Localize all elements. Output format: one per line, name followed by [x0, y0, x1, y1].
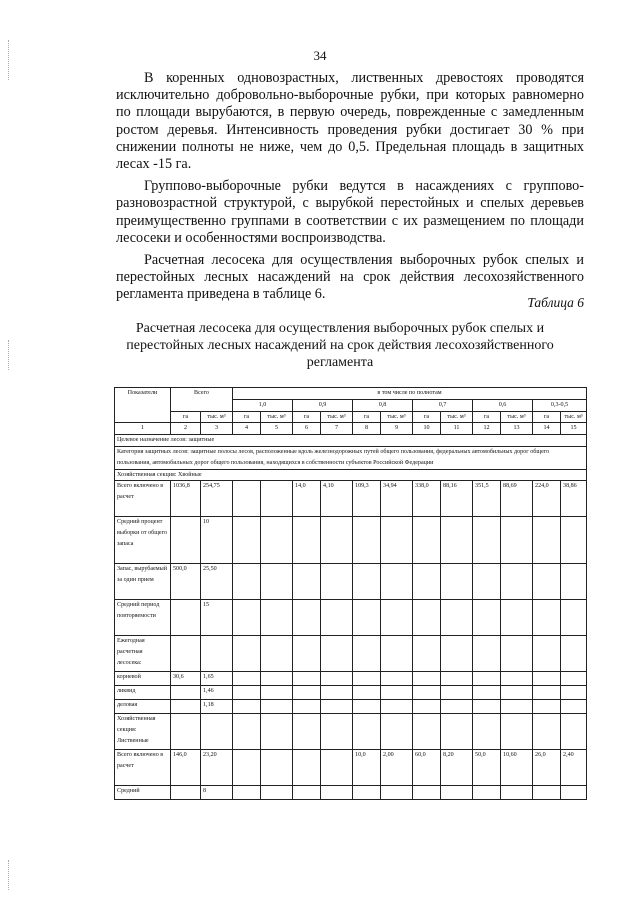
table-cell [441, 517, 473, 564]
table-cell [473, 686, 501, 700]
table-cell [473, 714, 501, 750]
table-cell [501, 786, 533, 800]
header-density: 0,3-0,5 [533, 399, 587, 411]
table-cell: 1,18 [201, 700, 233, 714]
table-cell [321, 636, 353, 672]
row-label: Ежегодная расчетная лесосека: [115, 636, 171, 672]
column-number-cell: 1 [115, 423, 171, 435]
header-including: в том числе по полнотам [233, 388, 587, 400]
table-cell [413, 786, 441, 800]
table-cell [293, 686, 321, 700]
table-row [115, 481, 587, 517]
table-cell [473, 564, 501, 600]
column-number-cell: 12 [473, 423, 501, 435]
table-cell: 10 [201, 517, 233, 564]
table-cell [473, 600, 501, 636]
table-cell: 88,69 [501, 481, 533, 517]
table-cell: 88,16 [441, 481, 473, 517]
header-total: Всего [171, 388, 233, 412]
table-cell [353, 636, 381, 672]
table-cell [501, 672, 533, 686]
table-cell [233, 672, 261, 686]
unit-vol: тыс. м³ [501, 411, 533, 423]
table-cell: 34,94 [381, 481, 413, 517]
table-cell [321, 686, 353, 700]
table-cell [353, 786, 381, 800]
table-cell [381, 672, 413, 686]
table-cell [171, 517, 201, 564]
table-row [115, 700, 587, 714]
table-cell: 1036,8 [171, 481, 201, 517]
table-cell [561, 672, 587, 686]
column-number-cell: 11 [441, 423, 473, 435]
column-number-cell: 3 [201, 423, 233, 435]
column-number-cell: 8 [353, 423, 381, 435]
table-cell [171, 636, 201, 672]
table-cell: 26,0 [533, 750, 561, 786]
row-label: Средний период повторяемости [115, 600, 171, 636]
table-cell: 146,0 [171, 750, 201, 786]
table-cell: 500,0 [171, 564, 201, 600]
table-cell [381, 564, 413, 600]
table-cell [413, 714, 441, 750]
table-cell [533, 672, 561, 686]
table-cell: 50,0 [473, 750, 501, 786]
table-cell [533, 686, 561, 700]
table-cell [233, 700, 261, 714]
table-cell [441, 786, 473, 800]
table-cell [381, 636, 413, 672]
table-cell [441, 600, 473, 636]
table-cell [501, 700, 533, 714]
table-cell [413, 517, 441, 564]
table-cell: 23,20 [201, 750, 233, 786]
table-cell [321, 750, 353, 786]
header-density: 0,7 [413, 399, 473, 411]
header-row-3 [115, 411, 587, 423]
table-cell: 14,0 [293, 481, 321, 517]
table-cell: 38,86 [561, 481, 587, 517]
table-cell: 351,5 [473, 481, 501, 517]
unit-vol: тыс. м³ [261, 411, 293, 423]
unit-vol: тыс. м³ [321, 411, 353, 423]
column-number-row [115, 423, 587, 435]
table-cell [233, 714, 261, 750]
table-row [115, 600, 587, 636]
table-cell [233, 517, 261, 564]
table-cell [293, 750, 321, 786]
section-conifer-cell: Хозяйственная секция: Хвойные [115, 469, 587, 481]
table-cell [321, 564, 353, 600]
row-label: Хозяйственная секция: Лиственные [115, 714, 171, 750]
table-cell [353, 600, 381, 636]
table-cell [321, 714, 353, 750]
table-cell [533, 700, 561, 714]
table-cell [533, 786, 561, 800]
row-label: Средний процент выборки от общего запаса [115, 517, 171, 564]
table-cell [233, 786, 261, 800]
table-cell: 4,10 [321, 481, 353, 517]
table-cell [233, 481, 261, 517]
unit-ha: га [293, 411, 321, 423]
table-cell: 338,0 [413, 481, 441, 517]
table-cell [473, 786, 501, 800]
row-label: деловая [115, 700, 171, 714]
table-cell [321, 517, 353, 564]
table-row [115, 786, 587, 800]
table-cell [201, 714, 233, 750]
unit-ha: га [171, 411, 201, 423]
table-cell [321, 700, 353, 714]
row-label: Всего включено в расчет [115, 481, 171, 517]
table-cell [261, 714, 293, 750]
purpose-cell: Целевое назначение лесов: защитные [115, 435, 587, 447]
table-cell [561, 700, 587, 714]
table-cell [321, 672, 353, 686]
table-cell [533, 517, 561, 564]
span-row-section [115, 469, 587, 481]
table-cell [353, 700, 381, 714]
table-cell [321, 600, 353, 636]
table-row [115, 714, 587, 750]
column-number-cell: 15 [561, 423, 587, 435]
table-cell: 25,50 [201, 564, 233, 600]
table-cell [413, 600, 441, 636]
body-text [116, 70, 584, 309]
header-density: 0,6 [473, 399, 533, 411]
table-cell [171, 600, 201, 636]
table-cell [171, 686, 201, 700]
span-row-purpose [115, 435, 587, 447]
table-cell [501, 564, 533, 600]
category-cell: Категория защитных лесов: защитные полосы лесов, расположенные вдоль железнодорожных путей общего пользования, федеральных автомобильных дорог общего пользования, автомобильных дорог общего пользования, находящихся в собственности субъектов Российской Федерации [115, 446, 587, 469]
table-cell [413, 672, 441, 686]
unit-vol: тыс. м³ [381, 411, 413, 423]
unit-ha: га [473, 411, 501, 423]
table-row [115, 686, 587, 700]
table-cell [473, 672, 501, 686]
table-cell [413, 686, 441, 700]
column-number-cell: 6 [293, 423, 321, 435]
table-row [115, 750, 587, 786]
table-caption: Расчетная лесосека для осуществления выборочных рубок спелых и перестойных лесных насаждений на срок действия лесохозяйственного регламента [126, 321, 554, 370]
unit-vol: тыс. м³ [441, 411, 473, 423]
table-cell [233, 564, 261, 600]
table-cell [501, 714, 533, 750]
row-label: Средний [115, 786, 171, 800]
table-cell [533, 714, 561, 750]
column-number-cell: 7 [321, 423, 353, 435]
table-cell [533, 636, 561, 672]
table-cell [353, 564, 381, 600]
table-cell [501, 636, 533, 672]
table-cell [441, 564, 473, 600]
table-cell [261, 750, 293, 786]
table-cell: 109,3 [353, 481, 381, 517]
table-row [115, 564, 587, 600]
unit-ha: га [413, 411, 441, 423]
table-cell [441, 672, 473, 686]
table-cell [413, 564, 441, 600]
table-cell [561, 636, 587, 672]
table-cell: 8 [201, 786, 233, 800]
header-indicators: Показатели [115, 388, 171, 423]
table-cell [561, 517, 587, 564]
unit-ha: га [353, 411, 381, 423]
table-cell [261, 636, 293, 672]
table-cell: 254,75 [201, 481, 233, 517]
table-cell [381, 600, 413, 636]
table-cell [261, 600, 293, 636]
column-number-cell: 14 [533, 423, 561, 435]
table-cell [381, 700, 413, 714]
binding-mark [8, 860, 9, 890]
table-cell: 10,0 [353, 750, 381, 786]
table-cell [293, 786, 321, 800]
table-cell [381, 686, 413, 700]
table-cell: 224,0 [533, 481, 561, 517]
table-cell [381, 786, 413, 800]
table-cell [261, 686, 293, 700]
table-cell [293, 600, 321, 636]
table-cell [261, 786, 293, 800]
table-cell [501, 517, 533, 564]
table-cell [501, 600, 533, 636]
table-cell [441, 636, 473, 672]
table-cell [261, 481, 293, 517]
column-number-cell: 10 [413, 423, 441, 435]
table-cell [261, 672, 293, 686]
header-density: 0,9 [293, 399, 353, 411]
table-cell [533, 600, 561, 636]
table-cell [533, 564, 561, 600]
table-cell [473, 700, 501, 714]
table-cell [561, 786, 587, 800]
table-cell [441, 700, 473, 714]
table-cell [293, 700, 321, 714]
table-cell: 10,60 [501, 750, 533, 786]
table-cell [381, 517, 413, 564]
row-label: корневой [115, 672, 171, 686]
table-cell [561, 564, 587, 600]
table-cell [293, 636, 321, 672]
table-cell [353, 517, 381, 564]
table-cell: 30,6 [171, 672, 201, 686]
header-density: 1,0 [233, 399, 293, 411]
row-label: Запас, вырубаемый за один прием [115, 564, 171, 600]
table-row [115, 672, 587, 686]
table-cell [293, 672, 321, 686]
table-cell [561, 686, 587, 700]
table-cell [293, 564, 321, 600]
table-cell [441, 714, 473, 750]
column-number-cell: 4 [233, 423, 261, 435]
table-reference: Таблица 6 [527, 295, 584, 310]
table-cell [171, 786, 201, 800]
column-number-cell: 9 [381, 423, 413, 435]
table-cell [233, 750, 261, 786]
table-cell: 1,46 [201, 686, 233, 700]
table-cell: 8,20 [441, 750, 473, 786]
row-label: Всего включено в расчет [115, 750, 171, 786]
table-cell [171, 714, 201, 750]
table-cell: 15 [201, 600, 233, 636]
paragraph-2: Группово-выборочные рубки ведутся в насаждениях с группово-разновозрастной структурой, с вырубкой перестойных и спелых деревьев преимущественно группами в соответствии с их размещением по площади лесосеки и особенностями воспроизводства. [116, 178, 584, 246]
table-cell [413, 636, 441, 672]
table-cell [261, 700, 293, 714]
row-label: ликвид [115, 686, 171, 700]
unit-vol: тыс. м³ [201, 411, 233, 423]
page-number: 34 [313, 48, 327, 63]
paragraph-3: Расчетная лесосека для осуществления выборочных рубок спелых и перестойных лесных насаждений на срок действия лесохозяйственного регламента приведена в таблице 6. [116, 252, 584, 303]
table-cell [233, 636, 261, 672]
binding-mark [8, 340, 9, 370]
unit-vol: тыс. м³ [561, 411, 587, 423]
table-cell: 1,65 [201, 672, 233, 686]
table-cell [353, 686, 381, 700]
table-cell: 2,00 [381, 750, 413, 786]
table-cell [171, 700, 201, 714]
table-row [115, 636, 587, 672]
table-row [115, 517, 587, 564]
table-cell [441, 686, 473, 700]
table-cell [233, 600, 261, 636]
table-cell [501, 686, 533, 700]
unit-ha: га [233, 411, 261, 423]
header-row-1 [115, 388, 587, 400]
table-cell [561, 714, 587, 750]
table-cell [293, 714, 321, 750]
header-density: 0,8 [353, 399, 413, 411]
column-number-cell: 5 [261, 423, 293, 435]
allowable-cut-table [114, 387, 587, 800]
span-row-category [115, 446, 587, 469]
table-cell [473, 517, 501, 564]
table-cell [381, 714, 413, 750]
table-cell [353, 672, 381, 686]
table-cell [261, 517, 293, 564]
table-cell: 60,0 [413, 750, 441, 786]
table-cell [201, 636, 233, 672]
table-cell: 2,40 [561, 750, 587, 786]
column-number-cell: 2 [171, 423, 201, 435]
table-cell [293, 517, 321, 564]
table-cell [233, 686, 261, 700]
unit-ha: га [533, 411, 561, 423]
table-cell [473, 636, 501, 672]
table-cell [413, 700, 441, 714]
column-number-cell: 13 [501, 423, 533, 435]
table-cell [261, 564, 293, 600]
paragraph-1: В коренных одновозрастных, лиственных древостоях проводятся исключительно добровольно-выборочные рубки, при которых равномерно по площади вырубаются, в первую очередь, поврежденные с замедленным ростом деревья. Интенсивность проведения рубки достигает 30 % при снижении полноты не ниже, чем до 0,5. Предельная площадь в защитных лесах -15 га. [116, 70, 584, 173]
table-cell [353, 714, 381, 750]
table-cell [561, 600, 587, 636]
table-cell [321, 786, 353, 800]
